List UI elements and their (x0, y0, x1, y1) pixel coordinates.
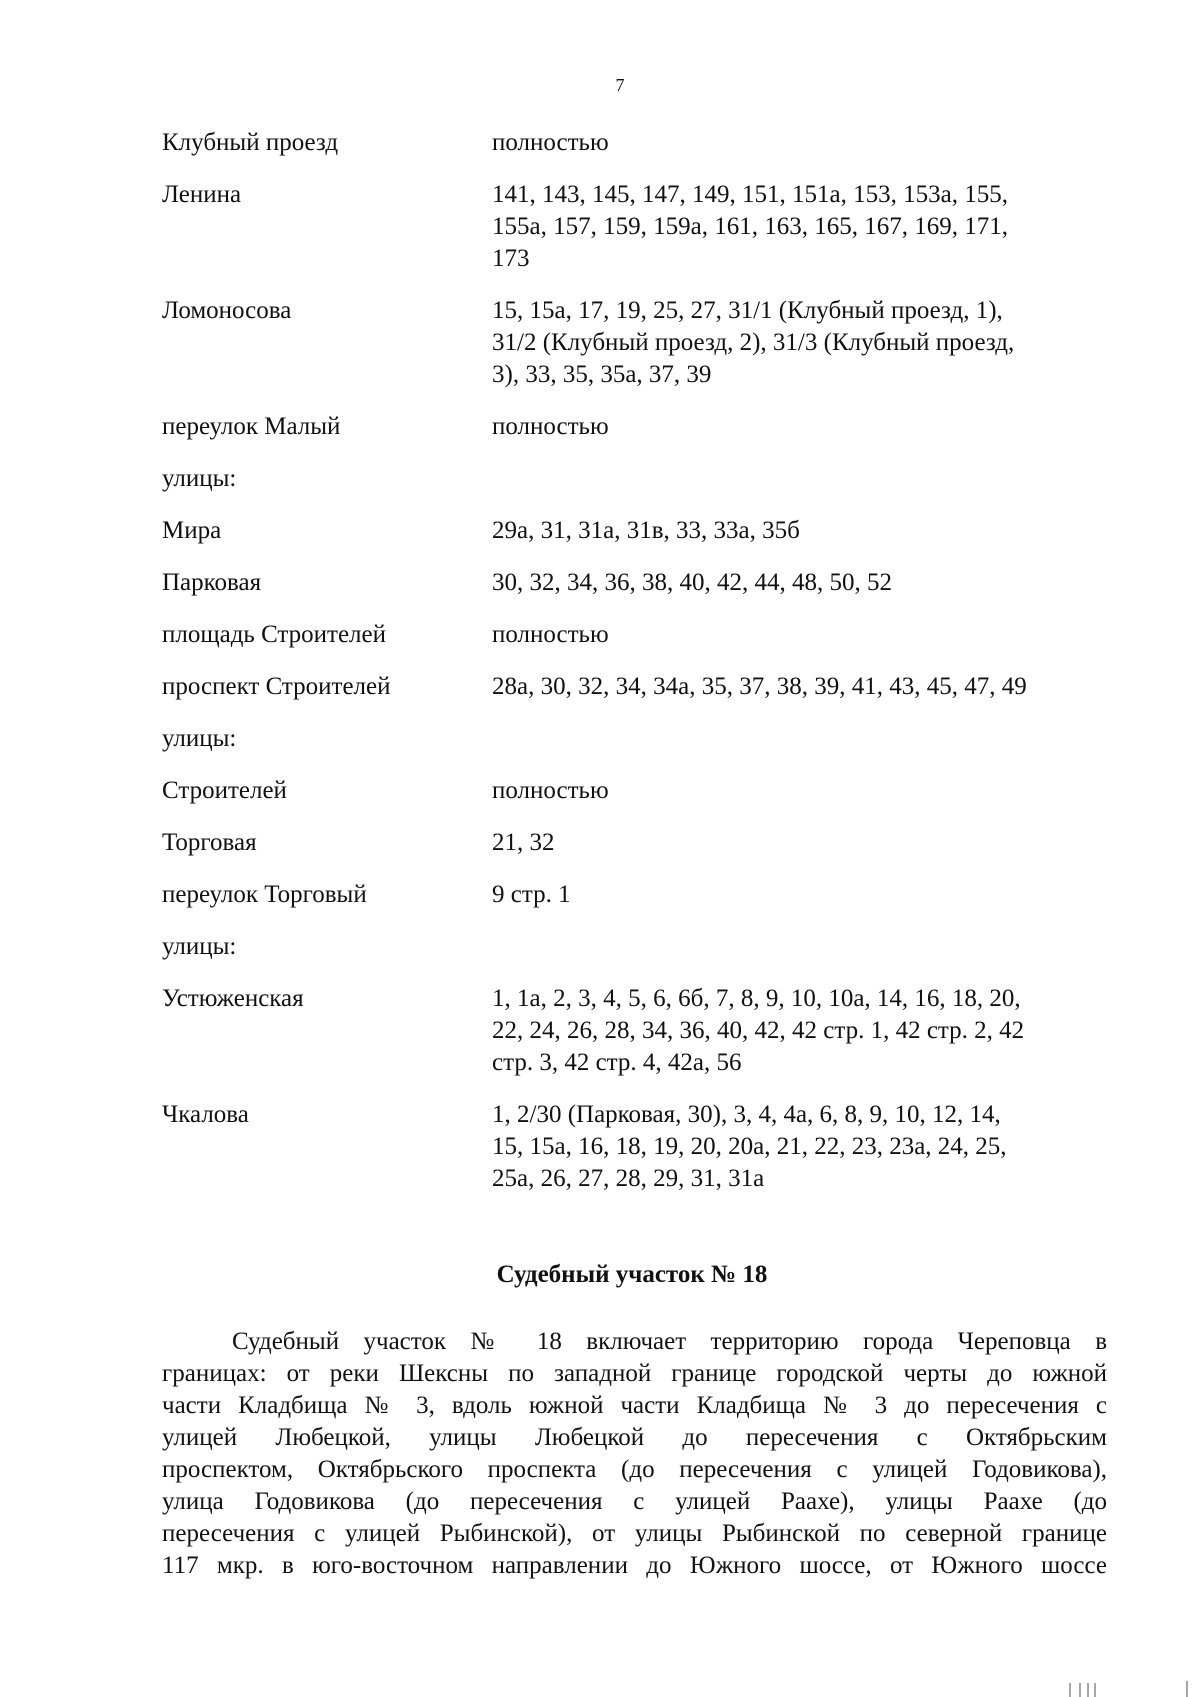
address-row (162, 983, 1102, 1079)
street-name: Парковая (162, 569, 262, 596)
section-paragraph (162, 1326, 1107, 1582)
address-row (162, 411, 1102, 443)
address-row (162, 515, 1102, 547)
house-numbers: полностью (492, 777, 609, 804)
address-row (162, 619, 1102, 651)
street-name: улицы: (162, 465, 237, 492)
house-numbers: 141, 143, 145, 147, 149, 151, 151а, 153, 153а, 155, 155а, 157, 159, 159а, 161, 163, 165, 167, 169, 171, 173 (492, 181, 1008, 272)
street-name: проспект Строителей (162, 673, 391, 700)
house-numbers: полностью (492, 621, 609, 648)
street-name: улицы: (162, 933, 237, 960)
address-row (162, 567, 1102, 599)
address-row (162, 879, 1102, 911)
street-name: Ленина (162, 181, 242, 208)
house-numbers: полностью (492, 129, 609, 156)
street-name: Ломоносова (162, 297, 292, 324)
paragraph-line: Судебный участок № 18 включает территорию города Череповца в (232, 1328, 1107, 1355)
street-name: площадь Строителей (162, 621, 386, 648)
paragraph-line: проспектом, Октябрьского проспекта (до пересечения с улицей Годовикова), (162, 1456, 1107, 1483)
paragraph-line: улица Годовикова (до пересечения с улицей Раахе), улицы Раахе (до (162, 1488, 1107, 1515)
street-name: Мира (162, 517, 222, 544)
address-row (162, 671, 1102, 703)
address-row (162, 463, 1102, 495)
page-number: 7 (615, 75, 625, 95)
street-name: переулок Малый (162, 413, 341, 440)
section-title: Судебный участок № 18 (496, 1261, 768, 1288)
paragraph-line: пересечения с улицей Рыбинской), от улицы Рыбинской по северной границе (162, 1520, 1107, 1547)
street-name: Устюженская (162, 985, 304, 1012)
address-row (162, 295, 1102, 391)
house-numbers: 30, 32, 34, 36, 38, 40, 42, 44, 48, 50, 52 (492, 569, 892, 596)
street-name: Торговая (162, 829, 257, 856)
house-numbers: 29а, 31, 31а, 31в, 33, 33а, 35б (492, 517, 800, 544)
house-numbers: 1, 1а, 2, 3, 4, 5, 6, 6б, 7, 8, 9, 10, 10а, 14, 16, 18, 20, 22, 24, 26, 28, 34, 36, 40, 42, 42 стр. 1, 42 стр. 2, 42 стр. 3, 42 стр. 4, 42а, 56 (492, 985, 1025, 1076)
address-table (162, 127, 1102, 1195)
house-numbers: 9 стр. 1 (492, 881, 571, 908)
street-name: Строителей (162, 777, 287, 804)
house-numbers: 1, 2/30 (Парковая, 30), 3, 4, 4а, 6, 8, 9, 10, 12, 14, 15, 15а, 16, 18, 19, 20, 20а, 21, 22, 23, 23а, 24, 25, 25а, 26, 27, 28, 29, 31, 31а (492, 1101, 1007, 1192)
address-row (162, 179, 1102, 275)
address-row (162, 827, 1102, 859)
paragraph-line: улицей Любецкой, улицы Любецкой до пересечения с Октябрьским (162, 1424, 1107, 1451)
street-name: переулок Торговый (162, 881, 367, 908)
paragraph-line: части Кладбища № 3, вдоль южной части Кладбища № 3 до пересечения с (162, 1392, 1107, 1419)
address-row (162, 1099, 1102, 1195)
paragraph-line: 117 мкр. в юго-восточном направлении до Южного шоссе, от Южного шоссе (162, 1552, 1107, 1579)
address-row (162, 723, 1102, 755)
house-numbers: 28а, 30, 32, 34, 34а, 35, 37, 38, 39, 41, 43, 45, 47, 49 (492, 673, 1027, 700)
scan-edge-marks (1000, 1677, 1200, 1697)
address-row (162, 775, 1102, 807)
street-name: улицы: (162, 725, 237, 752)
house-numbers: полностью (492, 413, 609, 440)
house-numbers: 21, 32 (492, 829, 555, 856)
street-name: Клубный проезд (162, 129, 339, 156)
address-row (162, 127, 1102, 159)
address-row (162, 931, 1102, 963)
house-numbers: 15, 15а, 17, 19, 25, 27, 31/1 (Клубный проезд, 1), 31/2 (Клубный проезд, 2), 31/3 (Клубный проезд, 3), 33, 35, 35а, 37, 39 (492, 297, 1015, 388)
paragraph-line: границах: от реки Шексны по западной границе городской черты до южной (162, 1360, 1107, 1387)
street-name: Чкалова (162, 1101, 249, 1128)
